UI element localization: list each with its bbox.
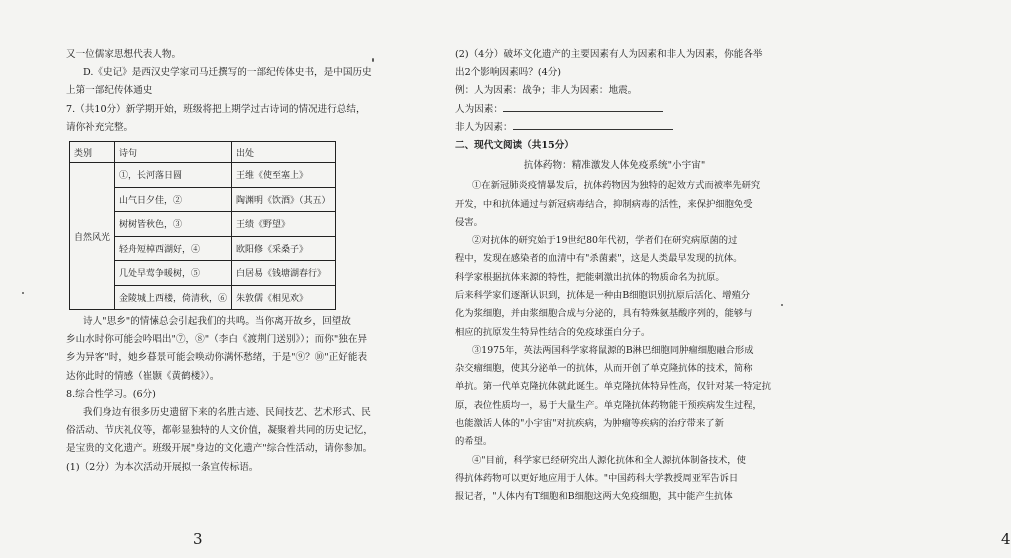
source-cell: 王维《使至塞上》 [232, 163, 336, 188]
source-cell: 欧阳修《采桑子》 [232, 236, 336, 261]
article-line: 原，表位性质均一，易于大量生产。单克隆抗体药物能干预疾病发生过程， [455, 399, 762, 411]
article-line: 开发，中和抗体通过与新冠病毒结合，抑制病毒的活性，来保护细胞免受 [455, 198, 753, 210]
right-page [397, 0, 1011, 558]
page-number: 4 [1001, 530, 1011, 548]
article-line: ①在新冠肺炎疫情暴发后，抗体药物因为独特的起效方式而被率先研究 [472, 180, 761, 192]
text-line: 请你补充完整。 [66, 121, 134, 133]
verse-cell: 轻舟短棹西湖好，④ [115, 236, 232, 261]
scan-speck [372, 58, 374, 62]
text-line: 乡山水时你可能会吟唱出"⑦，⑧"（李白《渡荆门送别》）；而你"独在异 [66, 334, 368, 346]
article-line: 后来科学家们逐渐认识到，抗体是一种由B细胞识别抗原后活化、增殖分 [455, 290, 751, 301]
question-7: 7.（共10分）新学期开始，班级将把上期学过古诗词的情况进行总结， [66, 103, 366, 115]
article-line: 得抗体药物可以更好地应用于人体。"中国药科大学教授周亚军告诉日 [455, 472, 739, 484]
article-line: 程中，发现在感染者的血清中有"杀菌素"，这是人类最早发现的抗体。 [455, 253, 743, 265]
page-number: 3 [193, 530, 203, 548]
answer-blank[interactable] [503, 102, 663, 112]
article-line: 杂交瘤细胞，使其分泌单一的抗体，从而开创了单克隆抗体的技术，简称 [455, 363, 753, 375]
sub-question-2: (2)（4分）破坏文化遗产的主要因素有人为因素和非人为因素，你能各举 [455, 49, 763, 60]
answer-blank[interactable] [513, 120, 673, 130]
verse-cell: 金陵城上西楼，倚清秋，⑥ [115, 285, 232, 310]
example-line: 例：人为因素：战争；非人为因素：地震。 [455, 85, 638, 97]
table-header: 类别 [70, 142, 115, 163]
verse-cell: 树树皆秋色，③ [115, 212, 232, 237]
article-line: ③1975年，英法两国科学家将鼠源的B淋巴细胞同肿瘤细胞融合形成 [472, 344, 754, 356]
article-line: 的希望。 [455, 436, 493, 448]
article-line: 单抗。第一代单克隆抗体就此诞生。单克隆抗体特异性高，仅针对某一特定抗 [455, 381, 772, 393]
table-header: 出处 [232, 142, 336, 163]
verse-cell: ①，长河落日圆 [115, 163, 232, 188]
article-line: ②对抗体的研究始于19世纪80年代初，学者们在研究病原菌的过 [472, 235, 738, 247]
verse-cell: 几处早莺争暖树，⑤ [115, 261, 232, 286]
sub-question-1: (1)（2分）为本次活动开展拟一条宣传标语。 [66, 461, 259, 473]
source-cell: 王绩《野望》 [232, 212, 336, 237]
source-cell: 朱敦儒《相见欢》 [232, 285, 336, 310]
poem-table [69, 141, 336, 310]
source-cell: 陶渊明《饮酒》（其五） [232, 187, 336, 212]
category-cell: 自然风光 [70, 163, 115, 310]
text-line: 乡为异客"时，她乡暮景可能会唤动你满怀愁绪，于是"⑨？⑩"正好能表 [66, 352, 368, 364]
answer-label: 非人为因素： [455, 121, 513, 133]
article-line: ④"目前，科学家已经研究出人源化抗体和全人源抗体制备技术，使 [472, 454, 746, 466]
text-line: 达你此时的情感（崔颢《黄鹤楼》）。 [66, 370, 220, 382]
article-line: 化为浆细胞，并由浆细胞合成与分泌的，具有特殊氨基酸序列的，能够与 [455, 308, 753, 320]
text-line: 出2个影响因素吗？(4分) [455, 67, 562, 79]
text-line: 又一位儒家思想代表人物。 [66, 49, 182, 60]
text-line: 上第一部纪传体通史 [66, 85, 153, 97]
text-line: 是宝贵的文化遗产。班级开展"身边的文化遗产"综合性活动，请你参加。 [66, 443, 373, 455]
scan-speck [22, 292, 24, 294]
left-page [0, 0, 397, 558]
table-header: 诗句 [115, 142, 232, 163]
article-line: 报记者，"人体内有T细胞和B细胞这两大免疫细胞，其中能产生抗体 [455, 491, 733, 503]
option-d: D.《史记》是西汉史学家司马迁撰写的一部纪传体史书，是中国历史 [83, 67, 372, 79]
answer-line-nonhuman [455, 119, 774, 137]
verse-cell: 山气日夕佳，② [115, 187, 232, 212]
text-line: 俗活动、节庆礼仪等，都彰显独特的人文价值，凝聚着共同的历史记忆， [66, 425, 373, 437]
text-line: 我们身边有很多历史遗留下来的名胜古迹、民间技艺、艺术形式、民 [83, 407, 371, 419]
question-8: 8.综合性学习。(6分) [66, 388, 156, 400]
article-line: 科学家根据抗体来源的特性，把能刺激出抗体的物质命名为抗原。 [455, 271, 725, 283]
answer-label: 人为因素： [455, 103, 503, 115]
section-heading: 二、现代文阅读（共15分） [455, 140, 574, 152]
scan-speck [781, 304, 783, 306]
source-cell: 白居易《钱塘湖春行》 [232, 261, 336, 286]
article-line: 侵害。 [455, 216, 483, 228]
answer-line-human [455, 101, 774, 119]
article-line: 相应的抗原发生特异性结合的免疫球蛋白分子。 [455, 326, 651, 338]
article-line: 也能激活人体的"小宇宙"对抗疾病，为肿瘤等疾病的治疗带来了新 [455, 418, 724, 430]
article-title: 抗体药物：精准激发人体免疫系统"小宇宙" [523, 160, 706, 172]
text-line: 诗人"思乡"的情愫总会引起我们的共鸣。当你离开故乡，回望故 [83, 316, 351, 328]
